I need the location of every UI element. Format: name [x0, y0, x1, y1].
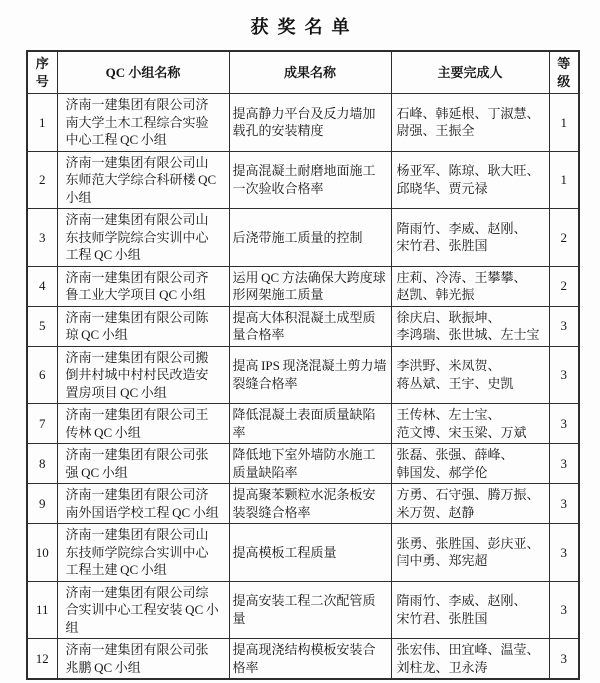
qc-group-name: 济南一建集团有限公司陈琼 QC 小组	[57, 306, 229, 346]
achievement-name: 运用 QC 方法确保大跨度球形网架施工质量	[229, 266, 391, 306]
grade: 3	[549, 346, 579, 404]
qc-group-name: 济南一建集团有限公司山东技师学院综合实训中心工程 QC 小组	[57, 209, 229, 267]
achievement-name: 降低混凝土表面质量缺陷率	[229, 404, 391, 444]
row-number: 9	[27, 484, 57, 524]
grade: 3	[549, 404, 579, 444]
col-header-grade: 等级	[549, 51, 579, 94]
col-header-qc-group: QC 小组名称	[57, 51, 229, 94]
achievement-name: 提高 IPS 现浇混凝土剪力墙裂缝合格率	[229, 346, 391, 404]
achievement-name: 提高模板工程质量	[229, 524, 391, 582]
qc-group-name: 济南一建集团有限公司综合实训中心工程安装 QC 小组	[57, 581, 229, 639]
achievement-name: 提高安装工程二次配管质量	[229, 581, 391, 639]
col-header-contributors: 主要完成人	[391, 51, 549, 94]
table-row	[27, 581, 579, 639]
row-number: 1	[27, 94, 57, 152]
table-row	[27, 639, 579, 680]
qc-group-name: 济南一建集团有限公司王传林 QC 小组	[57, 404, 229, 444]
table-row	[27, 524, 579, 582]
grade: 3	[549, 639, 579, 680]
achievement-name: 后浇带施工质量的控制	[229, 209, 391, 267]
row-number: 8	[27, 444, 57, 484]
grade: 2	[549, 266, 579, 306]
row-number: 11	[27, 581, 57, 639]
contributors: 方勇、石守强、腾万振、米万贺、赵静	[391, 484, 549, 524]
page-title: 获奖名单	[250, 17, 359, 37]
qc-group-name: 济南一建集团有限公司山东师范大学综合科研楼 QC 小组	[57, 151, 229, 209]
table-row	[27, 209, 579, 267]
contributors: 李洪野、米凤贺、蒋丛斌、王宇、史凯	[391, 346, 549, 404]
table-row	[27, 94, 579, 152]
table-row	[27, 346, 579, 404]
grade: 3	[549, 444, 579, 484]
contributors: 隋雨竹、李威、赵刚、宋竹君、张胜国	[391, 581, 549, 639]
row-number: 10	[27, 524, 57, 582]
achievement-name: 提高大体积混凝土成型质量合格率	[229, 306, 391, 346]
table-row	[27, 266, 579, 306]
grade: 3	[549, 581, 579, 639]
row-number: 7	[27, 404, 57, 444]
qc-group-name: 济南一建集团有限公司张强 QC 小组	[57, 444, 229, 484]
grade: 1	[549, 151, 579, 209]
contributors: 石峰、韩延根、丁淑慧、尉强、王振全	[391, 94, 549, 152]
award-table	[26, 50, 580, 680]
row-number: 3	[27, 209, 57, 267]
contributors: 庄莉、冷涛、王攀攀、赵凯、韩光振	[391, 266, 549, 306]
table-row	[27, 151, 579, 209]
row-number: 12	[27, 639, 57, 680]
grade: 3	[549, 484, 579, 524]
qc-group-name: 济南一建集团有限公司济南外国语学校工程 QC 小组	[57, 484, 229, 524]
table-row	[27, 306, 579, 346]
header-row	[27, 51, 579, 94]
achievement-name: 提高混凝土耐磨地面施工一次验收合格率	[229, 151, 391, 209]
row-number: 5	[27, 306, 57, 346]
qc-group-name: 济南一建集团有限公司齐鲁工业大学项目 QC 小组	[57, 266, 229, 306]
grade: 2	[549, 209, 579, 267]
table-row	[27, 444, 579, 484]
contributors: 张磊、张强、薛峰、韩国发、郝学伦	[391, 444, 549, 484]
contributors: 徐庆启、耿振坤、李鸿瑞、张世城、左士宝	[391, 306, 549, 346]
qc-group-name: 济南一建集团有限公司张兆鹏 QC 小组	[57, 639, 229, 680]
row-number: 4	[27, 266, 57, 306]
contributors: 隋雨竹、李威、赵刚、宋竹君、张胜国	[391, 209, 549, 267]
col-header-serial: 序号	[27, 51, 57, 94]
qc-group-name: 济南一建集团有限公司济南大学土木工程综合实验中心工程 QC 小组	[57, 94, 229, 152]
achievement-name: 提高静力平台及反力墙加载孔的安装精度	[229, 94, 391, 152]
row-number: 2	[27, 151, 57, 209]
col-header-achievement: 成果名称	[229, 51, 391, 94]
contributors: 张宏伟、田宜峰、温莹、刘柱龙、卫永涛	[391, 639, 549, 680]
row-number: 6	[27, 346, 57, 404]
contributors: 张勇、张胜国、彭庆亚、闫中勇、郑宪超	[391, 524, 549, 582]
achievement-name: 降低地下室外墙防水施工质量缺陷率	[229, 444, 391, 484]
table-row	[27, 404, 579, 444]
grade: 1	[549, 94, 579, 152]
grade: 3	[549, 524, 579, 582]
contributors: 杨亚军、陈琼、耿大旺、邱晓华、贾元禄	[391, 151, 549, 209]
table-row	[27, 484, 579, 524]
contributors: 王传林、左士宝、范文博、宋玉梁、万斌	[391, 404, 549, 444]
achievement-name: 提高现浇结构模板安装合格率	[229, 639, 391, 680]
achievement-name: 提高聚苯颗粒水泥条板安装裂缝合格率	[229, 484, 391, 524]
qc-group-name: 济南一建集团有限公司山东技师学院综合实训中心工程土建 QC 小组	[57, 524, 229, 582]
grade: 3	[549, 306, 579, 346]
qc-group-name: 济南一建集团有限公司搬倒井村城中村村民改造安置房项目 QC 小组	[57, 346, 229, 404]
award-table-body	[27, 94, 579, 680]
